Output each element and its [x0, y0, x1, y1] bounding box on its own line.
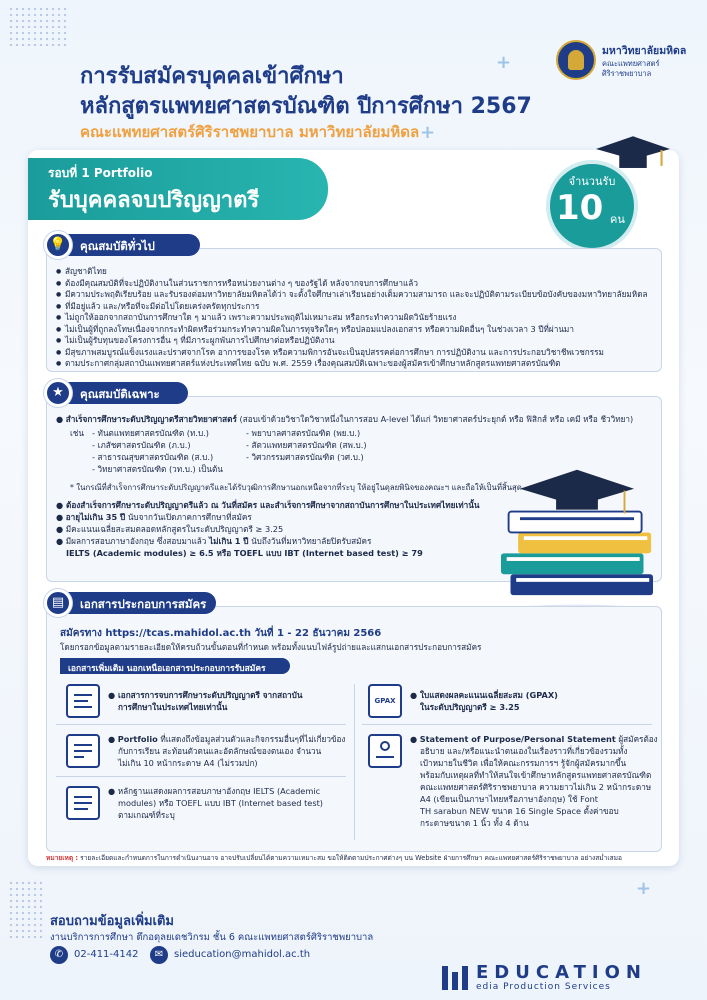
bullet-icon: ● [108, 786, 118, 796]
media-production-logo-icon [440, 962, 470, 992]
list-item: ● ต้องมีคุณสมบัติที่จะปฏิบัติงานในส่วนราชการหรือหน่วยงานต่าง ๆ ของรัฐได้ หลังจากจบการศึกษาแล้ว [56, 278, 656, 290]
list-item: ● สัญชาติไทย [56, 266, 656, 278]
documents-heading: เอกสารประกอบการสมัคร [80, 597, 207, 611]
degree-left-2: - เภสัชศาสตรบัณฑิต (ภ.บ.) [92, 440, 191, 450]
star-icon: ★ [44, 379, 72, 407]
degree-right-2: - สัตวแพทยศาสตรบัณฑิต (สพ.บ.) [246, 440, 367, 450]
apply-line [60, 626, 381, 641]
doc-1-line1: ● เอกสารการจบการศึกษาระดับปริญญาตรี จากสถาบัน [108, 690, 303, 700]
english-test-icon [66, 786, 100, 820]
doc-4-line3: เป้าหมายในชีวิต เพื่อให้คณะกรรมการฯ รู้จักผู้สมัครมากขึ้น [420, 758, 627, 768]
row-divider-left [56, 776, 346, 777]
doc-4-line8: กระดาษขนาด 1 นิ้ว ทั้ง 4 ด้าน [420, 818, 529, 828]
specific-item-5: ● มีผลการสอบภาษาอังกฤษ ซึ่งสอบมาแล้ว ไม่เกิน 1 ปี นับถึงวันที่มหาวิทยาลัยปิดรับสมัคร [56, 536, 372, 546]
doc-2-line1: ● ใบแสดงผลคะแนนเฉลี่ยสะสม (GPAX) [410, 690, 558, 700]
contact-address: งานบริการการศึกษา ตึกอดุลยเดชวิกรม ชั้น 6 คณะแพทยศาสตร์ศิริราชพยาบาล [50, 932, 374, 943]
general-qualifications-heading: คุณสมบัติทั่วไป [80, 239, 155, 253]
portfolio-icon [66, 734, 100, 768]
doc-5-line1: ● หลักฐานแสดงผลการสอบภาษาอังกฤษ IELTS (Academic [108, 786, 321, 796]
list-item-continuation: ● ที่มีอยู่แล้ว และ/หรือที่จะมีต่อไปโดยเคร่งครัดทุกประการ [56, 301, 656, 313]
doc-5-line3: ตามเกณฑ์ที่ระบุ [118, 810, 175, 820]
documents-subheading: เอกสารเพิ่มเติม นอกเหนือเอกสารประกอบการรับสมัคร [68, 664, 266, 674]
brand-name: EDUCATION [476, 962, 647, 983]
specific-item-1-rest: (สอบเข้าด้วยวิชาใดวิชาหนึ่งในการสอบ A-level ได้แก่ วิทยาศาสตร์ประยุกต์ หรือ ฟิสิกส์ หรือ เคมี หรือ ชีววิทยา) [236, 414, 634, 424]
degree-right-1: - พยาบาลศาสตรบัณฑิต (พย.บ.) [246, 428, 361, 438]
faculty-name-line1: คณะแพทยศาสตร์ [602, 59, 660, 68]
specific-item-2: ● ต้องสำเร็จการศึกษาระดับปริญญาตรีแล้ว ณ วันที่สมัคร และสำเร็จการศึกษาจากสถาบันการศึกษาในประเทศไทยเท่านั้น [56, 500, 480, 510]
list-item-continuation: ● ตามประกาศกลุ่มสถาบันแพทยศาสตร์แห่งประเทศไทย ฉบับ พ.ศ. 2559 เรื่องคุณสมบัติเฉพาะของผู้สมัครเข้าศึกษาหลักสูตรแพทยศาสตรบัณฑิต [56, 358, 656, 370]
certificate-icon [66, 684, 100, 718]
list-item: ● ไม่เป็นผู้ที่ถูกลงโทษเนื่องจากกระทำผิดหรือร่วมกระทำความผิดในการทุจริตใดๆ หรือปลอมแปลงเอกสาร หรือความผิดอื่นๆ ในช่วงเวลา 3 ปีที่ผ่านมา [56, 324, 656, 336]
doc-4-line2: อธิบาย และ/หรือแนะนำตนเองในเรื่องราวที่เกี่ยวข้องรวมทั้ง [420, 746, 628, 756]
doc-5-line2: modules) หรือ TOEFL แบบ IBT (Internet based test) [118, 798, 324, 808]
column-divider [354, 684, 355, 840]
quota-label: จำนวนรับ [568, 175, 616, 188]
specific-item-5-scores: IELTS (Academic modules) ≥ 6.5 หรือ TOEFL แบบ IBT (Internet based test) ≥ 79 [66, 548, 423, 558]
phone-icon: ✆ [50, 946, 68, 964]
plus-decoration: + [420, 122, 436, 143]
list-item: ● มีความประพฤติเรียบร้อย และรับรองต่อมหาวิทยาลัยมหิดลได้ว่า จะตั้งใจศึกษาเล่าเรียนอย่างเต็มความสามารถ และจะปฏิบัติตามระเบียบข้อบังคับของมหาวิทยาลัยมหิดล [56, 289, 656, 301]
quota-number: 10 [556, 188, 604, 228]
gpax-icon: GPAX [368, 684, 402, 718]
specific-item-1-bold: สำเร็จการศึกษาระดับปริญญาตรีสายวิทยาศาสตร์ [65, 414, 237, 424]
example-label: เช่น [70, 428, 84, 438]
page-subtitle: คณะแพทยศาสตร์ศิริราชพยาบาล มหาวิทยาลัยมหิดล [80, 123, 420, 141]
list-item: ● มีสุขภาพสมบูรณ์แข็งแรงและปราศจากโรค อาการของโรค หรือความพิการอันจะเป็นอุปสรรคต่อการศึกษา การปฏิบัติงาน และการประกอบวิชาชีพเวชกรรม [56, 347, 656, 359]
brand-subtitle: edia Production Services [476, 982, 611, 992]
row-divider-left [56, 724, 346, 725]
doc-4-line6: A4 (เขียนเป็นภาษาไทยหรือภาษาอังกฤษ) ใช้ Font [420, 794, 598, 804]
plus-decoration: + [636, 878, 652, 899]
apply-note: โดยกรอกข้อมูลตามรายละเอียดให้ครบถ้วนขั้นตอนที่กำหนด พร้อมทั้งแนบไฟล์รูปถ่ายและแสกนเอกสารประกอบการสมัคร [60, 642, 482, 652]
lightbulb-icon: 💡 [44, 231, 72, 259]
bullet-icon: ● [56, 500, 66, 510]
page-title-line1: การรับสมัครบุคคลเข้าศึกษา [80, 64, 344, 89]
specific-item-3: ● อายุไม่เกิน 35 ปี นับจากวันเปิดภาคการศึกษาที่สมัคร [56, 512, 252, 522]
bullet-icon: ● [56, 414, 66, 424]
dots-decoration-bottom [8, 880, 44, 940]
specific-note: * ในกรณีที่สำเร็จการศึกษาระดับปริญญาตรีและได้รับวุฒิการศึกษานอกเหนือจากที่ระบุ ให้อยู่ในดุลยพินิจของคณะฯ และถือให้เป็นที่สิ้นสุด [70, 483, 522, 492]
bullet-icon: ● [56, 512, 66, 522]
faculty-name-line2: ศิริราชพยาบาล [602, 69, 652, 78]
email-icon: ✉ [150, 946, 168, 964]
remark-text: รายละเอียดและกำหนดการในการดำเนินงานอาจ อาจปรับเปลี่ยนได้ตามความเหมาะสม ขอให้ติดตามประกาศต่างๆ บน Website ฝ่ายการศึกษา คณะแพทยศาสตร์ศิริราชพยาบาล อย่างสม่ำเสมอ [78, 854, 622, 862]
document-icon: ▤ [44, 589, 72, 617]
remark [46, 852, 662, 863]
books-graduation-icon [482, 456, 672, 626]
degree-right-3: - วิศวกรรมศาสตรบัณฑิต (วศ.บ.) [246, 452, 364, 462]
degree-left-1: - ทันตแพทยศาสตรบัณฑิต (ท.บ.) [92, 428, 209, 438]
mahidol-logo-icon [556, 40, 596, 80]
personal-statement-icon [368, 734, 402, 768]
bullet-icon: ● [410, 734, 420, 744]
quota-unit: คน [610, 213, 625, 226]
page-title-line2: หลักสูตรแพทยศาสตรบัณฑิต ปีการศึกษา 2567 [80, 94, 532, 119]
doc-2-line2: ในระดับปริญญาตรี ≥ 3.25 [420, 702, 520, 712]
specific-item-1 [56, 414, 633, 426]
bullet-icon: ● [56, 536, 66, 546]
bullet-icon: ● [108, 734, 118, 744]
general-qualifications-list [56, 266, 656, 370]
round-title: รับบุคคลจบปริญญาตรี [48, 188, 260, 213]
bullet-icon: ● [108, 690, 118, 700]
doc-4-line4: พร้อมกับเหตุผลที่ทำให้สนใจเข้าศึกษาหลักสูตรแพทยศาสตรบัณฑิต [420, 770, 652, 780]
bullet-icon: ● [56, 524, 66, 534]
row-divider-right [362, 724, 652, 725]
degree-left-4: - วิทยาศาสตรบัณฑิต (วท.บ.) เป็นต้น [92, 464, 223, 474]
bullet-icon: ● [410, 690, 420, 700]
plus-decoration: + [496, 52, 512, 73]
contact-title: สอบถามข้อมูลเพิ่มเติม [50, 914, 175, 929]
round-label: รอบที่ 1 Portfolio [48, 166, 153, 180]
doc-4-line7: TH sarabun NEW ขนาด 16 Single Space ตั้งค่าขอบ [420, 806, 619, 816]
contact-phone[interactable]: 02-411-4142 [74, 949, 139, 960]
doc-4-line5: คณะแพทยศาสตร์ศิริราชพยาบาล ความยาวไม่เกิน 2 หน้ากระดาษ [420, 782, 652, 792]
apply-link[interactable]: สมัครทาง https://tcas.mahidol.ac.th [60, 628, 251, 639]
list-item: ● ไม่ถูกให้ออกจากสถาบันการศึกษาใด ๆ มาแล้ว เพราะความประพฤติไม่เหมาะสม หรือกระทำความผิดวินัยร้ายแรง [56, 312, 656, 324]
list-item: ● ไม่เป็นผู้รับทุนของโครงการอื่น ๆ ที่มีภาระผูกพันการไปศึกษาต่อหรือปฏิบัติงาน [56, 335, 656, 347]
specific-item-4: ● มีคะแนนเฉลี่ยสะสมตลอดหลักสูตรในระดับปริญญาตรี ≥ 3.25 [56, 524, 284, 534]
specific-qualifications-heading: คุณสมบัติเฉพาะ [80, 387, 160, 401]
university-name: มหาวิทยาลัยมหิดล [602, 45, 687, 57]
contact-email[interactable]: sieducation@mahidol.ac.th [174, 949, 311, 960]
dots-decoration-top [8, 6, 68, 46]
apply-dates: วันที่ 1 - 22 ธันวาคม 2566 [250, 628, 382, 639]
degree-left-3: - สาธารณสุขศาสตรบัณฑิต (ส.บ.) [92, 452, 214, 462]
doc-3-line3: ไม่เกิน 10 หน้ากระดาษ A4 (ไม่รวมปก) [118, 758, 258, 768]
remark-label: หมายเหตุ : [46, 854, 79, 862]
doc-1-line2: การศึกษาในประเทศไทยเท่านั้น [118, 702, 228, 712]
doc-3-line1: ● Portfolio ที่แสดงถึงข้อมูลส่วนตัวและกิจกรรมอื่นๆที่ไม่เกี่ยวข้อง [108, 734, 346, 744]
doc-4-line1: ● Statement of Purpose/Personal Statement ผู้สมัครต้อง [410, 734, 658, 744]
doc-3-line2: กับการเรียน สะท้อนตัวตนและอัตลักษณ์ของตนเอง จำนวน [118, 746, 322, 756]
